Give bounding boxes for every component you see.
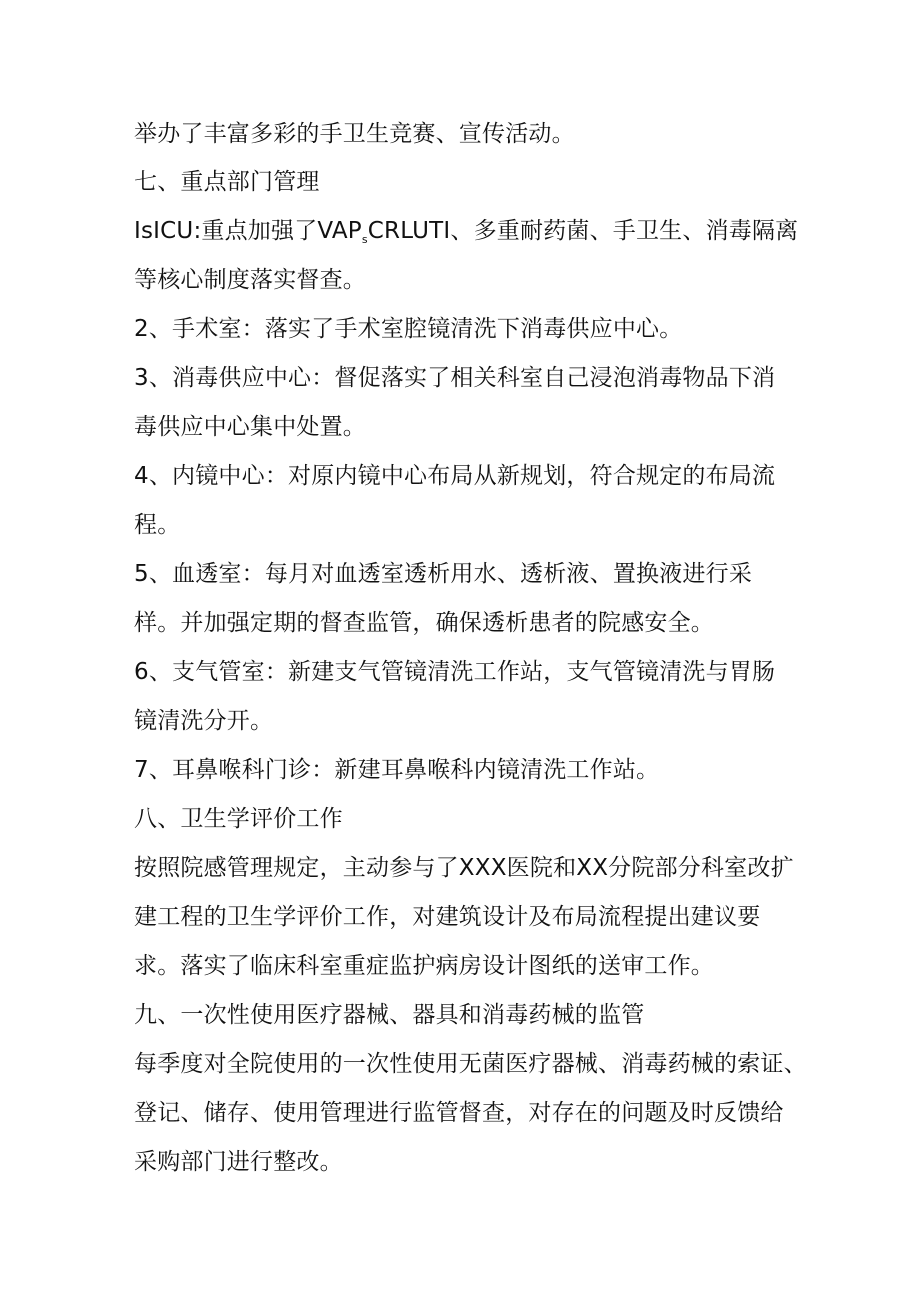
text-line: 3、消毒供应中心：督促落实了相关科室自己浸泡消毒物品下消	[134, 365, 776, 391]
text-line: 建工程的卫生学评价工作，对建筑设计及布局流程提出建议要	[134, 904, 761, 930]
text-line-icu	[134, 215, 834, 256]
section-heading-7: 七、重点部门管理	[134, 169, 320, 195]
text-line: 程。	[134, 512, 181, 538]
text-line: 镜清洗分开。	[134, 708, 274, 734]
icu-line-subscript: s	[361, 233, 368, 246]
text-line: 6、支气管室：新建支气管镜清洗工作站，支气管镜清洗与胃肠	[134, 659, 776, 685]
text-line: 求。落实了临床科室重症监护病房设计图纸的送审工作。	[134, 953, 714, 979]
text-line: 等核心制度落实督查。	[134, 267, 366, 293]
icu-line-end: CRLUTI、多重耐药菌、手卫生、消毒隔离	[367, 218, 799, 244]
text-line: 5、血透室：每月对血透室透析用水、透析液、置换液进行采	[134, 561, 753, 587]
text-line: 7、耳鼻喉科门诊：新建耳鼻喉科内镜清洗工作站。	[134, 757, 660, 783]
section-heading-8: 八、卫生学评价工作	[134, 806, 343, 832]
text-line: 样。并加强定期的督查监管，确保透析患者的院感安全。	[134, 610, 714, 636]
text-line: 登记、储存、使用管理进行监管督查，对存在的问题及时反馈给	[134, 1100, 784, 1126]
text-line: 采购部门进行整改。	[134, 1149, 343, 1175]
section-heading-9: 九、一次性使用医疗器械、器具和消毒药械的监管	[134, 1002, 645, 1028]
text-line: 按照院感管理规定，主动参与了XXX医院和XX分院部分科室改扩	[134, 855, 794, 881]
text-line: 2、手术室：落实了手术室腔镜清洗下消毒供应中心。	[134, 316, 683, 342]
text-line: 毒供应中心集中处置。	[134, 414, 366, 440]
icu-line-start: IsICU:重点加强了VAP	[134, 218, 362, 244]
text-line: 每季度对全院使用的一次性使用无菌医疗器械、消毒药械的索证、	[134, 1051, 807, 1077]
text-line: 举办了丰富多彩的手卫生竞赛、宣传活动。	[134, 121, 575, 147]
text-line: 4、内镜中心：对原内镜中心布局从新规划，符合规定的布局流	[134, 463, 776, 489]
